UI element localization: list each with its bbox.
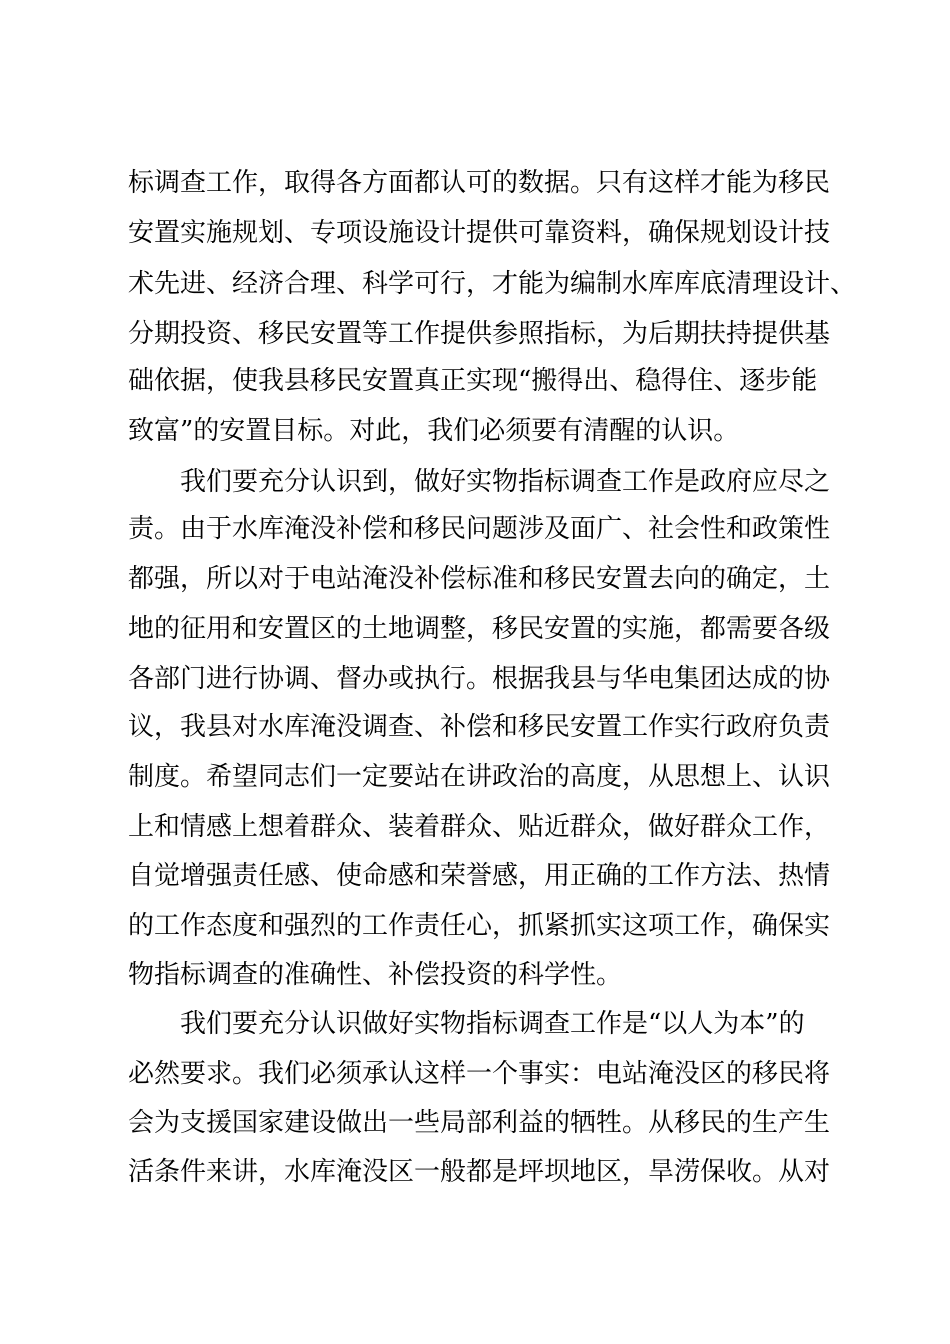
text-line: 的工作态度和强烈的工作责任心，抓紧抓实这项工作，确保实 — [128, 911, 831, 941]
text-line: 议，我县对水库淹没调查、补偿和移民安置工作实行政府负责 — [128, 712, 831, 742]
text-line: 标调查工作，取得各方面都认可的数据。只有这样才能为移民 — [128, 168, 831, 198]
text-line: 都强，所以对于电站淹没补偿标准和移民安置去向的确定，土 — [128, 564, 831, 594]
text-line: 必然要求。我们必须承认这样一个事实：电站淹没区的移民将 — [128, 1059, 831, 1089]
text-line: 分期投资、移民安置等工作提供参照指标，为后期扶持提供基 — [128, 319, 831, 349]
text-line: 地的征用和安置区的土地调整，移民安置的实施，都需要各级 — [128, 614, 831, 644]
text-line: 会为支援国家建设做出一些局部利益的牺牲。从移民的生产生 — [128, 1108, 831, 1138]
text-line: 致富”的安置目标。对此，我们必须要有清醒的认识。 — [128, 416, 740, 446]
text-line: 物指标调查的准确性、补偿投资的科学性。 — [128, 960, 623, 990]
text-line: 础依据，使我县移民安置真正实现“搬得出、稳得住、逐步能 — [128, 366, 818, 396]
text-line: 上和情感上想着群众、装着群众、贴近群众，做好群众工作， — [128, 812, 831, 842]
text-line: 制度。希望同志们一定要站在讲政治的高度，从思想上、认识 — [128, 762, 831, 792]
paragraph-first-line: 我们要充分认识做好实物指标调查工作是“以人为本”的 — [180, 1009, 805, 1039]
text-line: 责。由于水库淹没补偿和移民问题涉及面广、社会性和政策性 — [128, 514, 831, 544]
text-line: 各部门进行协调、督办或执行。根据我县与华电集团达成的协 — [128, 664, 831, 694]
text-line: 自觉增强责任感、使命感和荣誉感，用正确的工作方法、热情 — [128, 861, 831, 891]
text-line: 术先进、经济合理、科学可行，才能为编制水库库底清理设计、 — [128, 269, 857, 299]
text-line: 活条件来讲，水库淹没区一般都是坪坝地区，旱涝保收。从对 — [128, 1157, 831, 1187]
paragraph-first-line: 我们要充分认识到，做好实物指标调查工作是政府应尽之 — [180, 467, 831, 497]
text-line: 安置实施规划、专项设施设计提供可靠资料，确保规划设计技 — [128, 218, 831, 248]
